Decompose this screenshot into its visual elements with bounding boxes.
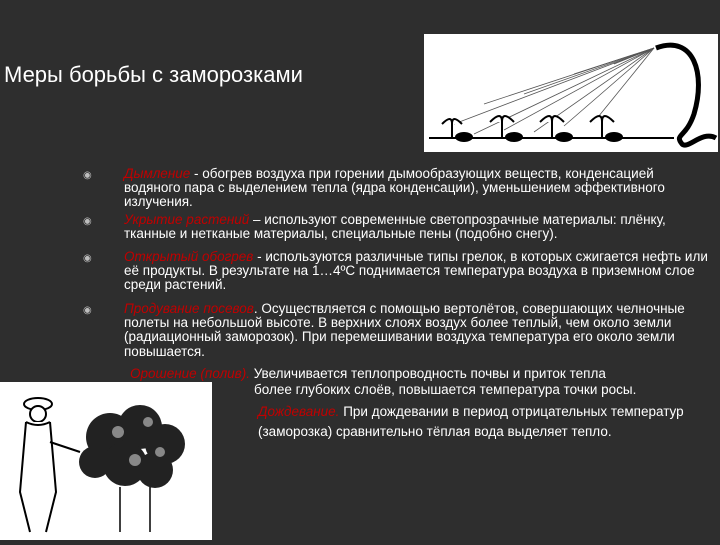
item-text: При дождевании в период отрицательных температур (заморозка) сравнительно тёплая вода выделяет тепло. xyxy=(258,404,684,439)
item-text: . Осуществляется с помощью вертолётов, совершающих челночные полеты на небольшой высоте. В верхних слоях воздух более теплый, чем около земли (радиационный заморозок). При перемешивании воздуха температура его около земли повышается. xyxy=(124,301,685,359)
item-term: Открытый обогрев xyxy=(124,249,254,264)
sprinkler-illustration xyxy=(424,34,718,152)
item-text: – используют современные светопрозрачные материалы: плёнку, тканные и нетканые материалы, специальные пены (подобно снегу). xyxy=(124,212,666,242)
list-item xyxy=(130,366,720,382)
bullet-icon: ◉ xyxy=(83,216,92,227)
smoke-fumigation-illustration xyxy=(0,382,212,540)
item-text: - обогрев воздуха при горении дымообразующих веществ, конденсацией водяного пара с выделением тепла (ядра конденсации), уменьшением эффективного излучения. xyxy=(124,166,665,210)
item-term: Продувание посевов xyxy=(124,301,254,316)
bullet-icon: ◉ xyxy=(83,305,92,316)
bullet-icon: ◉ xyxy=(83,170,92,181)
item-term: Дождевание. xyxy=(258,404,340,419)
item-text: Увеличивается теплопроводность почвы и приток тепла xyxy=(249,366,606,381)
item-term: Укрытие растений xyxy=(124,212,250,227)
item-text: более глубоких слоёв, повышается температура точки росы. xyxy=(254,382,637,397)
list-item xyxy=(124,302,714,359)
slide-title: Меры борьбы с заморозками xyxy=(4,62,303,87)
list-item xyxy=(258,402,708,442)
list-item xyxy=(124,167,714,210)
item-text: - используются различные типы грелок, в которых сжигается нефть или её продукты. В результате на 1…4ºС поднимается температура воздуха в приземном слое среди растений. xyxy=(124,249,708,293)
item-term: Дымление xyxy=(124,166,191,181)
list-item xyxy=(124,213,714,241)
list-item xyxy=(124,250,714,293)
list-item-continuation xyxy=(254,382,714,398)
bullet-icon: ◉ xyxy=(83,253,92,264)
item-term: Орошение (полив). xyxy=(130,366,250,381)
